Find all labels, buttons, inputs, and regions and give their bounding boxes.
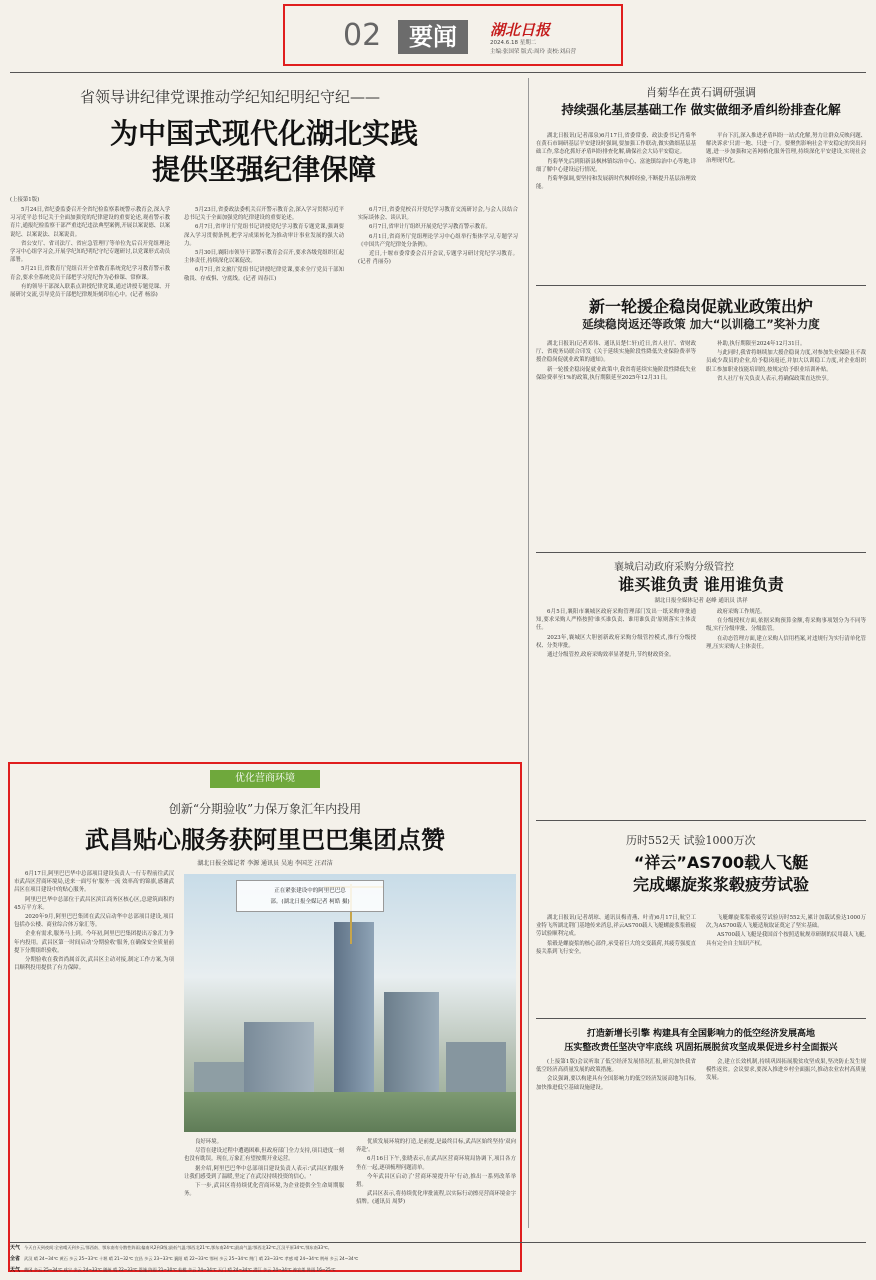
paragraph: 6月1日,省商务厅党组理论学习中心组举行集体学习,专题学习《中国共产党纪律处分条例》。 [358, 233, 518, 248]
paragraph: 5月24日,省纪委监委召开全省纪检监察系统警示教育会,深入学习习近平总书记关于全面加强党的纪律建设的重要论述,观看警示教育片,通报纪检监察干部严重违纪违法典型案例,开展以案说德、以案说纪、以案说法、以案说责。 [10, 207, 170, 238]
paragraph: 6月5日,襄阳市襄城区政府采购管理部门发出一纸采购审批通知,要求采购人严格按照'谁买谁负责、谁用谁负责'原则落实主体责任。 [536, 609, 696, 632]
headline-line2: 提供坚强纪律保障 [151, 153, 376, 186]
masthead [0, 0, 876, 70]
rule [536, 1018, 866, 1019]
weather-row-1 [10, 1244, 866, 1253]
editors-line: 主编:张国荣 版式:周玲 责校:刘启营 [490, 49, 577, 55]
paragraph: 2020年9月,阿里巴巴集团在武汉启动华中总部项目建设,项目包括办公楼、商业综合体万象汇等。 [14, 914, 174, 929]
paragraph: 湖北日报讯(记者邓伟、通讯员楚仁轩)近日,省人社厅、省财政厅、省税务局联合印发《关于延续实施阶段性降低失业保险费率等援企稳岗促就业政策的通知》。 [536, 341, 696, 364]
column-2 [706, 608, 866, 808]
paragraph: 新一轮援企稳岗促就业政策中,我省将延续实施阶段性降低失业保险费率至1%的政策,执行期限延至2025年12月31日。 [536, 366, 696, 381]
paragraph: 省人社厅有关负责人表示,将确保政策直达快享。 [717, 375, 832, 382]
paper-name: 湖北日报 [490, 21, 551, 39]
caption-line2: 部。(湖北日报全媒记者 柯皓 摄) [270, 899, 350, 905]
column-2 [706, 1058, 866, 1224]
section-label: 优化营商环境 [210, 770, 320, 788]
paragraph: 6月7日,省委党校召开党纪学习教育交流研讨会,与会人员结合实际谈体会、谈认识。 [358, 207, 518, 222]
paragraph: 6月16日下午,张晓表示,在武昌区营商环境局协调下,项目各方坐在一起,逐项梳理问题清单。 [356, 1156, 516, 1171]
paragraph: 与此同时,我省将继续加大援企稳岗力度,对参加失业保险且不裁员或少裁员的企业,给予稳岗返还,并加大以训稳工力度,对企业组织职工参加职业技能培训的,按规定给予职业培训补贴。 [706, 350, 866, 373]
weather-text: 武汉 晴 24~34℃ 黄石 多云 25~33℃ 十堰 晴 21~32℃ 宜昌 多云 23~33℃ 襄阳 晴 22~33℃ 鄂州 多云 25~34℃ 荆门 晴 23~33℃ 孝感 晴 24~34℃ 荆州 多云 24~34℃ [24, 1256, 359, 1261]
paragraph: 5月21日,省教育厅党组召开全省教育系统党纪学习教育警示教育会,要求全系统党员干部把学习党纪作为必修课、常修课。 [10, 266, 170, 281]
paragraph: 下一步,武昌区将持续优化营商环境,为企业提供全生命周期服务。 [184, 1183, 344, 1198]
paragraph: 6月17日,阿里巴巴华中总部项目建设负责人一行专程前往武汉市武昌区营商环境局,送来一面写有'服务一流 效率高'的锦旗,感谢武昌区在项目建设中的贴心服务。 [14, 871, 174, 894]
paragraph: 会议强调,要以构建具有全国影响力的低空经济发展高地为目标,加快推进低空基础设施建设。 [536, 1076, 696, 1091]
article-alibaba [14, 768, 516, 1266]
column-3 [358, 206, 518, 758]
road [184, 1092, 516, 1132]
paragraph: 优质发展环境的打造,是前提,是最终目标,武昌区始终坚持'双向奔赴'。 [356, 1139, 516, 1154]
subheadline: 压实整改责任坚决守牢底线 巩固拓展脱贫攻坚成果促进乡村全面振兴 [564, 1043, 838, 1053]
byline: 湖北日报全媒记者 李源 通讯员 吴迪 李国芝 汪君洁 [197, 860, 333, 867]
paragraph: 5月23日,省委政法委机关召开警示教育会,深入学习贯彻习近平总书记关于全面加强党的纪律建设的重要论述。 [184, 207, 344, 222]
column-2 [706, 132, 866, 272]
weather-row-2 [10, 1255, 866, 1264]
paragraph: 湖北日报讯(记者胡琼、通讯员梅青燕、叶青)6月17日,航空工业特飞所湖北荆门基地传来消息,祥云AS700载人飞艇螺旋浆浆毂疲劳试验顺利完成。 [536, 915, 696, 938]
article-employment [536, 290, 866, 548]
paragraph: 湖北日报讯(记者邵泉)6月17日,省委常委、政法委书记肖菊华在黄石市调研基层平安建设时强调,要加强工作联动,做实做细基层基础工作,常态化抓好矛盾纠纷排查化解,确保社会大局平安稳定。 [536, 133, 696, 156]
headline: 持续强化基层基础工作 做实做细矛盾纠纷排查化解 [561, 102, 841, 117]
paragraph: 平台下沉,深入推进矛盾纠纷一站式化解,努力让群众反映问题、解决诉求'只需一地、只进一门'。要聚焦影响社会平安稳定的突出问题,进一步加强和完善网格化服务管理,持续深化平安建设,实现社会治理现代化。 [706, 133, 866, 164]
lead-note: (上接第1版) [10, 197, 40, 203]
kicker: 襄城启动政府采购分级管控 [614, 562, 734, 573]
headline-line1: “祥云”AS700载人飞艇 [633, 853, 809, 872]
column-1 [14, 870, 174, 1266]
paragraph: 良好环境。 [195, 1139, 222, 1145]
headline-line1: 为中国式现代化湖北实践 [109, 117, 418, 150]
paragraph: 肖菊华强调,要坚持和发展新时代枫桥经验,不断提升基层治理效能。 [536, 176, 696, 191]
paragraph: 阿里巴巴华中总部位于武昌区滨江商务区核心区,总建筑面积约45万平方米。 [14, 896, 174, 911]
subheadline: 延续稳岗返还等政策 加大“以训稳工”奖补力度 [582, 317, 820, 331]
column-2 [706, 914, 866, 1010]
paragraph: 浆毂是螺旋浆的核心部件,承受着巨大的交变载荷,其疲劳强度直接关系到飞行安全。 [536, 940, 696, 955]
column-1 [536, 914, 696, 1010]
column-2 [706, 340, 866, 544]
paragraph: 武昌区表示,将持续优化审批流程,以实际行动擦亮营商环境金字招牌。(通讯员 周梦) [356, 1191, 516, 1206]
paragraph: 在分级授权方面,依据采购预算金额,将采购事项划分为不同等级,实行分级审批、分级监管。 [706, 618, 866, 633]
kicker: 肖菊华在黄石调研强调 [646, 86, 756, 99]
paragraph: 分期验收在我省尚属首次,武昌区主动对接,制定工作方案,为项目顺利投用提供了有力保障。 [14, 957, 174, 972]
paragraph: 企业有需求,服务马上到。今年初,阿里巴巴集团提出万象汇力争年内投用。武昌区第一时间启动'分期验收'服务,在确保安全质量前提下分期组织验收。 [14, 931, 174, 954]
date-line: 2024.6.18 星期二 [490, 40, 537, 46]
weather-label: 天气 [10, 1267, 21, 1273]
paragraph: 尽管在建设过程中遭遇困难,但政府部门全力支持,项目进度一刻也没有耽误。现在,万象汇有望按期开业运营。 [184, 1148, 344, 1163]
weather-label: 全省 [10, 1256, 21, 1262]
kicker: 历时552天 试验1000万次 [626, 834, 756, 847]
weather-text: 今天白天到夜间:全省晴天到多云,鄂西南、鄂东南有分散性阵雨;偏南风2到3级;最低气温:鄂西北21℃,鄂东南24℃;最高气温:鄂西北32℃,江汉平原34℃,鄂东南33℃。 [24, 1245, 332, 1250]
page-number: 02 [343, 18, 382, 53]
paragraph: 补助,执行期限至2024年12月31日。 [717, 341, 806, 347]
byline: 湖北日报全媒体记者 赵峰 通讯员 洪祥 [654, 598, 748, 604]
rule [536, 285, 866, 286]
paragraph: 据介绍,阿里巴巴华中总部项目建设负责人表示:'武昌区的服务让我们感受到了温暖,坚定了在武汉持续投资的信心。' [184, 1165, 344, 1180]
kicker: 省领导讲纪律党课推动学纪知纪明纪守纪—— [80, 88, 381, 106]
headline: 武昌贴心服务获阿里巴巴集团点赞 [85, 826, 445, 854]
caption-line1: 正在紧张建设中的阿里巴巴总 [274, 888, 346, 894]
paragraph: 省公安厅、省司法厅、省应急管理厅等单位先后召开党组理论学习中心组学习会,开展学纪知纪明纪守纪专题研讨,以党课形式动员部署。 [10, 240, 170, 264]
paragraph: 2023年,襄城区大胆创新政府采购分级管控模式,推行分级授权、分类审批。 [536, 634, 696, 649]
column-1 [10, 206, 170, 758]
paragraph: 通过分级管控,政府采购效率显著提升,节约财政资金。 [547, 652, 675, 659]
article-low-altitude [536, 1022, 866, 1228]
paragraph: 肖菊华先后到阳新县枫林镇综治中心、富池镇综治中心等地,详细了解中心建设运行情况。 [536, 158, 696, 173]
rule [536, 552, 866, 553]
article-grassroots [536, 78, 866, 278]
article-airship [536, 824, 866, 1014]
paragraph: 会,建立长效机制,持续巩固拓展脱贫攻坚成果,坚决防止发生规模性返贫。会议要求,要深入推进乡村全面振兴,推动农业农村高质量发展。 [706, 1059, 866, 1082]
paragraph: 今年武昌区启动了'营商环境提升年'行动,推出一系列改革举措。 [356, 1173, 516, 1189]
paragraph: 有的领导干部深入联系点讲授纪律党课,通过讲授专题党课、开展研讨交流,引导党员干部把纪律规矩刻印在心中。(记者 杨添) [10, 283, 170, 299]
headline: 谁买谁负责 谁用谁负责 [618, 575, 784, 594]
paragraph: 5月30日,襄阳市领导干部警示教育会召开,要求各级党组织扛起主体责任,持续深化以案促改。 [184, 250, 344, 265]
headline-line2: 完成螺旋浆浆毂疲劳试验 [632, 875, 809, 894]
masthead-rule [10, 72, 866, 73]
paragraph: 6月7日,省文旅厅党组书记讲授纪律党课,要求全厅党员干部知敬畏、存戒惧、守底线。(记者 周春江) [184, 267, 344, 282]
rule [536, 820, 866, 821]
construction-photo [184, 874, 516, 1132]
article-procurement [536, 556, 866, 816]
section-title: 要闻 [398, 20, 468, 54]
column-1 [536, 132, 696, 272]
column-1 [536, 608, 696, 808]
paragraph: 6月7日,省审计厅组织开展党纪学习教育警示教育。 [369, 224, 491, 231]
weather-text: 黄冈 多云 25~34℃ 咸宁 多云 24~33℃ 随州 晴 22~33℃ 恩施 阵雨 21~30℃ 仙桃 多云 24~34℃ 天门 晴 24~34℃ 潜江 多云 24~34℃ 神农架 阵雨 16~25℃ [24, 1267, 336, 1272]
column-2 [184, 206, 344, 758]
column-1 [536, 1058, 696, 1224]
paragraph: 政府采购工作规范。 [717, 609, 766, 615]
headline: 新一轮援企稳岗促就业政策出炉 [588, 297, 813, 316]
weather-label: 天气 [10, 1245, 21, 1251]
kicker: 创新“分期验收”力保万象汇年内投用 [168, 802, 362, 816]
column-divider [528, 78, 529, 1228]
paragraph: AS700载人飞艇是我国首个按照适航规章研制的民用载人飞艇,具有完全自主知识产权。 [706, 932, 866, 947]
headline: 打造新增长引擎 构建具有全国影响力的低空经济发展高地 [586, 1029, 816, 1039]
footer-rule [10, 1242, 866, 1243]
paragraph: 近日,十堰市委常委会召开会议,专题学习研讨党纪学习教育。(记者 肖丽芬) [358, 251, 518, 266]
article-discipline [10, 78, 518, 758]
photo-caption-box [236, 880, 384, 912]
paragraph: 在动态管理方面,建立采购人信用档案,对违规行为实行清单化管理,压实采购人主体责任。 [706, 635, 866, 650]
weather-row-3 [10, 1266, 866, 1275]
paragraph: 6月7日,省审计厅党组书记讲授党纪学习教育专题党课,强调要深入学习贯彻条例,把学习成果转化为推动审计事业发展的强大动力。 [184, 224, 344, 247]
paragraph: (上接第1版)会议听取了低空经济发展情况汇报,研究加快我省低空经济高质量发展的政策措施。 [536, 1059, 696, 1074]
column-1 [536, 340, 696, 544]
paragraph: 飞艇螺旋桨浆毂疲劳试验历时552天,累计加载试验达1000万次,为AS700载人飞艇适航取证奠定了坚实基础。 [706, 915, 866, 930]
